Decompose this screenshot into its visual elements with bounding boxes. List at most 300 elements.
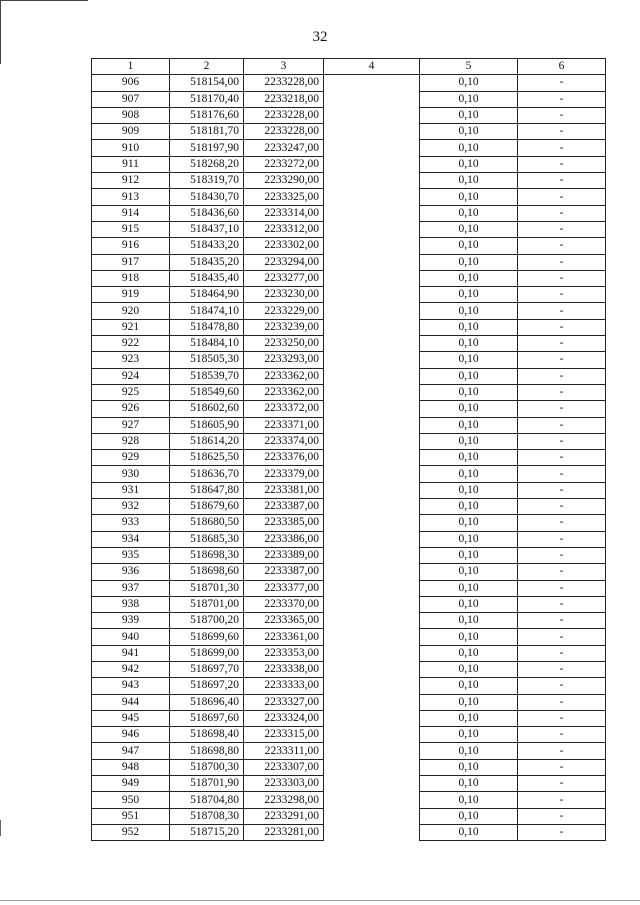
table-row xyxy=(92,759,606,775)
column-4-cell xyxy=(324,482,420,498)
dash-cell: - xyxy=(518,287,606,303)
x-coordinate-cell: 518464,90 xyxy=(170,287,244,303)
y-coordinate-cell: 2233294,00 xyxy=(244,254,324,270)
x-coordinate-cell: 518701,30 xyxy=(170,580,244,596)
x-coordinate-cell: 518539,70 xyxy=(170,368,244,384)
column-4-cell xyxy=(324,499,420,515)
column-4-cell xyxy=(324,303,420,319)
y-coordinate-cell: 2233376,00 xyxy=(244,450,324,466)
value-cell: 0,10 xyxy=(420,580,518,596)
column-header-6: 6 xyxy=(518,59,606,75)
x-coordinate-cell: 518319,70 xyxy=(170,173,244,189)
value-cell: 0,10 xyxy=(420,107,518,123)
table-row xyxy=(92,221,606,237)
column-4-cell xyxy=(324,433,420,449)
dash-cell: - xyxy=(518,433,606,449)
column-4-cell xyxy=(324,564,420,580)
y-coordinate-cell: 2233333,00 xyxy=(244,678,324,694)
table-row xyxy=(92,645,606,661)
y-coordinate-cell: 2233371,00 xyxy=(244,417,324,433)
table-row xyxy=(92,743,606,759)
value-cell: 0,10 xyxy=(420,661,518,677)
value-cell: 0,10 xyxy=(420,596,518,612)
table-row xyxy=(92,547,606,563)
column-header-1: 1 xyxy=(92,59,170,75)
value-cell: 0,10 xyxy=(420,629,518,645)
point-number-cell: 919 xyxy=(92,287,170,303)
dash-cell: - xyxy=(518,254,606,270)
table-row xyxy=(92,189,606,205)
y-coordinate-cell: 2233272,00 xyxy=(244,156,324,172)
table-row xyxy=(92,417,606,433)
dash-cell: - xyxy=(518,824,606,840)
value-cell: 0,10 xyxy=(420,270,518,286)
point-number-cell: 914 xyxy=(92,205,170,221)
table-row xyxy=(92,401,606,417)
value-cell: 0,10 xyxy=(420,401,518,417)
point-number-cell: 938 xyxy=(92,596,170,612)
table-row xyxy=(92,515,606,531)
y-coordinate-cell: 2233218,00 xyxy=(244,91,324,107)
x-coordinate-cell: 518181,70 xyxy=(170,124,244,140)
value-cell: 0,10 xyxy=(420,124,518,140)
table-body xyxy=(92,75,606,841)
dash-cell: - xyxy=(518,401,606,417)
dash-cell: - xyxy=(518,759,606,775)
column-4-cell xyxy=(324,75,420,91)
column-4-cell xyxy=(324,352,420,368)
dash-cell: - xyxy=(518,238,606,254)
point-number-cell: 937 xyxy=(92,580,170,596)
x-coordinate-cell: 518647,80 xyxy=(170,482,244,498)
y-coordinate-cell: 2233239,00 xyxy=(244,319,324,335)
x-coordinate-cell: 518715,20 xyxy=(170,824,244,840)
dash-cell: - xyxy=(518,466,606,482)
dash-cell: - xyxy=(518,613,606,629)
y-coordinate-cell: 2233353,00 xyxy=(244,645,324,661)
point-number-cell: 930 xyxy=(92,466,170,482)
point-number-cell: 932 xyxy=(92,499,170,515)
x-coordinate-cell: 518605,90 xyxy=(170,417,244,433)
value-cell: 0,10 xyxy=(420,221,518,237)
dash-cell: - xyxy=(518,156,606,172)
table-row xyxy=(92,124,606,140)
x-coordinate-cell: 518698,60 xyxy=(170,564,244,580)
value-cell: 0,10 xyxy=(420,792,518,808)
point-number-cell: 948 xyxy=(92,759,170,775)
dash-cell: - xyxy=(518,336,606,352)
x-coordinate-cell: 518170,40 xyxy=(170,91,244,107)
column-4-cell xyxy=(324,629,420,645)
point-number-cell: 949 xyxy=(92,776,170,792)
table-row xyxy=(92,368,606,384)
column-4-cell xyxy=(324,678,420,694)
dash-cell: - xyxy=(518,352,606,368)
dash-cell: - xyxy=(518,319,606,335)
x-coordinate-cell: 518708,30 xyxy=(170,808,244,824)
value-cell: 0,10 xyxy=(420,743,518,759)
x-coordinate-cell: 518549,60 xyxy=(170,384,244,400)
point-number-cell: 915 xyxy=(92,221,170,237)
scan-edge-mark-left-lower xyxy=(0,820,1,836)
dash-cell: - xyxy=(518,482,606,498)
x-coordinate-cell: 518698,80 xyxy=(170,743,244,759)
table-row xyxy=(92,336,606,352)
table-row xyxy=(92,319,606,335)
point-number-cell: 950 xyxy=(92,792,170,808)
dash-cell: - xyxy=(518,596,606,612)
y-coordinate-cell: 2233247,00 xyxy=(244,140,324,156)
point-number-cell: 933 xyxy=(92,515,170,531)
y-coordinate-cell: 2233387,00 xyxy=(244,499,324,515)
table-row xyxy=(92,156,606,172)
dash-cell: - xyxy=(518,645,606,661)
value-cell: 0,10 xyxy=(420,759,518,775)
point-number-cell: 927 xyxy=(92,417,170,433)
scan-edge-mark-top xyxy=(0,0,88,1)
x-coordinate-cell: 518699,00 xyxy=(170,645,244,661)
y-coordinate-cell: 2233362,00 xyxy=(244,384,324,400)
table-row xyxy=(92,205,606,221)
y-coordinate-cell: 2233312,00 xyxy=(244,221,324,237)
y-coordinate-cell: 2233228,00 xyxy=(244,75,324,91)
table-row xyxy=(92,482,606,498)
column-4-cell xyxy=(324,808,420,824)
value-cell: 0,10 xyxy=(420,450,518,466)
table-row xyxy=(92,107,606,123)
column-4-cell xyxy=(324,645,420,661)
scan-edge-mark-bottom xyxy=(0,900,640,901)
value-cell: 0,10 xyxy=(420,776,518,792)
column-4-cell xyxy=(324,401,420,417)
column-4-cell xyxy=(324,254,420,270)
point-number-cell: 935 xyxy=(92,547,170,563)
point-number-cell: 928 xyxy=(92,433,170,449)
point-number-cell: 920 xyxy=(92,303,170,319)
x-coordinate-cell: 518701,90 xyxy=(170,776,244,792)
column-4-cell xyxy=(324,124,420,140)
x-coordinate-cell: 518700,20 xyxy=(170,613,244,629)
point-number-cell: 913 xyxy=(92,189,170,205)
column-4-cell xyxy=(324,173,420,189)
value-cell: 0,10 xyxy=(420,645,518,661)
table-row xyxy=(92,270,606,286)
value-cell: 0,10 xyxy=(420,482,518,498)
x-coordinate-cell: 518437,10 xyxy=(170,221,244,237)
table-row xyxy=(92,629,606,645)
value-cell: 0,10 xyxy=(420,547,518,563)
y-coordinate-cell: 2233385,00 xyxy=(244,515,324,531)
dash-cell: - xyxy=(518,694,606,710)
column-4-cell xyxy=(324,743,420,759)
point-number-cell: 925 xyxy=(92,384,170,400)
column-4-cell xyxy=(324,238,420,254)
value-cell: 0,10 xyxy=(420,205,518,221)
value-cell: 0,10 xyxy=(420,336,518,352)
y-coordinate-cell: 2233379,00 xyxy=(244,466,324,482)
point-number-cell: 909 xyxy=(92,124,170,140)
x-coordinate-cell: 518697,20 xyxy=(170,678,244,694)
y-coordinate-cell: 2233302,00 xyxy=(244,238,324,254)
table-row xyxy=(92,727,606,743)
column-4-cell xyxy=(324,759,420,775)
table-row xyxy=(92,287,606,303)
table-row xyxy=(92,466,606,482)
point-number-cell: 942 xyxy=(92,661,170,677)
dash-cell: - xyxy=(518,515,606,531)
table-row xyxy=(92,238,606,254)
column-header-5: 5 xyxy=(420,59,518,75)
x-coordinate-cell: 518697,60 xyxy=(170,710,244,726)
point-number-cell: 911 xyxy=(92,156,170,172)
table-row xyxy=(92,694,606,710)
column-4-cell xyxy=(324,205,420,221)
y-coordinate-cell: 2233338,00 xyxy=(244,661,324,677)
x-coordinate-cell: 518435,40 xyxy=(170,270,244,286)
dash-cell: - xyxy=(518,270,606,286)
dash-cell: - xyxy=(518,661,606,677)
y-coordinate-cell: 2233311,00 xyxy=(244,743,324,759)
point-number-cell: 934 xyxy=(92,531,170,547)
dash-cell: - xyxy=(518,75,606,91)
dash-cell: - xyxy=(518,140,606,156)
table-row xyxy=(92,75,606,91)
column-4-cell xyxy=(324,776,420,792)
column-4-cell xyxy=(324,336,420,352)
dash-cell: - xyxy=(518,107,606,123)
column-4-cell xyxy=(324,792,420,808)
y-coordinate-cell: 2233374,00 xyxy=(244,433,324,449)
point-number-cell: 946 xyxy=(92,727,170,743)
y-coordinate-cell: 2233281,00 xyxy=(244,824,324,840)
column-4-cell xyxy=(324,107,420,123)
dash-cell: - xyxy=(518,221,606,237)
point-number-cell: 929 xyxy=(92,450,170,466)
x-coordinate-cell: 518696,40 xyxy=(170,694,244,710)
point-number-cell: 912 xyxy=(92,173,170,189)
value-cell: 0,10 xyxy=(420,678,518,694)
dash-cell: - xyxy=(518,124,606,140)
column-4-cell xyxy=(324,384,420,400)
column-4-cell xyxy=(324,270,420,286)
column-4-cell xyxy=(324,287,420,303)
table-row xyxy=(92,613,606,629)
value-cell: 0,10 xyxy=(420,189,518,205)
point-number-cell: 922 xyxy=(92,336,170,352)
value-cell: 0,10 xyxy=(420,254,518,270)
x-coordinate-cell: 518699,60 xyxy=(170,629,244,645)
value-cell: 0,10 xyxy=(420,466,518,482)
x-coordinate-cell: 518698,40 xyxy=(170,727,244,743)
x-coordinate-cell: 518505,30 xyxy=(170,352,244,368)
column-4-cell xyxy=(324,547,420,563)
point-number-cell: 924 xyxy=(92,368,170,384)
table-row xyxy=(92,776,606,792)
dash-cell: - xyxy=(518,303,606,319)
y-coordinate-cell: 2233372,00 xyxy=(244,401,324,417)
x-coordinate-cell: 518478,80 xyxy=(170,319,244,335)
value-cell: 0,10 xyxy=(420,173,518,189)
value-cell: 0,10 xyxy=(420,238,518,254)
x-coordinate-cell: 518625,50 xyxy=(170,450,244,466)
point-number-cell: 944 xyxy=(92,694,170,710)
column-4-cell xyxy=(324,515,420,531)
column-4-cell xyxy=(324,727,420,743)
y-coordinate-cell: 2233370,00 xyxy=(244,596,324,612)
value-cell: 0,10 xyxy=(420,694,518,710)
x-coordinate-cell: 518680,50 xyxy=(170,515,244,531)
value-cell: 0,10 xyxy=(420,352,518,368)
dash-cell: - xyxy=(518,547,606,563)
page-number: 32 xyxy=(312,29,328,45)
y-coordinate-cell: 2233387,00 xyxy=(244,564,324,580)
coordinates-table xyxy=(91,58,606,841)
y-coordinate-cell: 2233365,00 xyxy=(244,613,324,629)
point-number-cell: 947 xyxy=(92,743,170,759)
point-number-cell: 917 xyxy=(92,254,170,270)
dash-cell: - xyxy=(518,384,606,400)
dash-cell: - xyxy=(518,808,606,824)
column-4-cell xyxy=(324,221,420,237)
column-4-cell xyxy=(324,694,420,710)
column-4-cell xyxy=(324,531,420,547)
table-row xyxy=(92,564,606,580)
point-number-cell: 908 xyxy=(92,107,170,123)
y-coordinate-cell: 2233327,00 xyxy=(244,694,324,710)
value-cell: 0,10 xyxy=(420,613,518,629)
table-row xyxy=(92,433,606,449)
y-coordinate-cell: 2233303,00 xyxy=(244,776,324,792)
x-coordinate-cell: 518268,20 xyxy=(170,156,244,172)
point-number-cell: 931 xyxy=(92,482,170,498)
table-row xyxy=(92,384,606,400)
dash-cell: - xyxy=(518,450,606,466)
value-cell: 0,10 xyxy=(420,384,518,400)
point-number-cell: 918 xyxy=(92,270,170,286)
x-coordinate-cell: 518154,00 xyxy=(170,75,244,91)
y-coordinate-cell: 2233386,00 xyxy=(244,531,324,547)
y-coordinate-cell: 2233377,00 xyxy=(244,580,324,596)
x-coordinate-cell: 518197,90 xyxy=(170,140,244,156)
table-row xyxy=(92,303,606,319)
value-cell: 0,10 xyxy=(420,824,518,840)
y-coordinate-cell: 2233228,00 xyxy=(244,107,324,123)
point-number-cell: 936 xyxy=(92,564,170,580)
table-row xyxy=(92,661,606,677)
x-coordinate-cell: 518698,30 xyxy=(170,547,244,563)
y-coordinate-cell: 2233315,00 xyxy=(244,727,324,743)
column-4-cell xyxy=(324,189,420,205)
table-row xyxy=(92,710,606,726)
y-coordinate-cell: 2233361,00 xyxy=(244,629,324,645)
y-coordinate-cell: 2233293,00 xyxy=(244,352,324,368)
dash-cell: - xyxy=(518,205,606,221)
point-number-cell: 926 xyxy=(92,401,170,417)
dash-cell: - xyxy=(518,368,606,384)
y-coordinate-cell: 2233250,00 xyxy=(244,336,324,352)
table-row xyxy=(92,499,606,515)
column-4-cell xyxy=(324,596,420,612)
point-number-cell: 951 xyxy=(92,808,170,824)
x-coordinate-cell: 518433,20 xyxy=(170,238,244,254)
x-coordinate-cell: 518430,70 xyxy=(170,189,244,205)
dash-cell: - xyxy=(518,792,606,808)
x-coordinate-cell: 518176,60 xyxy=(170,107,244,123)
column-4-cell xyxy=(324,417,420,433)
column-header-4: 4 xyxy=(324,59,420,75)
value-cell: 0,10 xyxy=(420,287,518,303)
column-4-cell xyxy=(324,91,420,107)
value-cell: 0,10 xyxy=(420,515,518,531)
table-row xyxy=(92,450,606,466)
x-coordinate-cell: 518685,30 xyxy=(170,531,244,547)
y-coordinate-cell: 2233230,00 xyxy=(244,287,324,303)
dash-cell: - xyxy=(518,189,606,205)
table-row xyxy=(92,254,606,270)
value-cell: 0,10 xyxy=(420,140,518,156)
y-coordinate-cell: 2233324,00 xyxy=(244,710,324,726)
y-coordinate-cell: 2233381,00 xyxy=(244,482,324,498)
table-row xyxy=(92,140,606,156)
y-coordinate-cell: 2233389,00 xyxy=(244,547,324,563)
table-row xyxy=(92,792,606,808)
point-number-cell: 910 xyxy=(92,140,170,156)
column-4-cell xyxy=(324,450,420,466)
value-cell: 0,10 xyxy=(420,75,518,91)
y-coordinate-cell: 2233362,00 xyxy=(244,368,324,384)
dash-cell: - xyxy=(518,727,606,743)
value-cell: 0,10 xyxy=(420,499,518,515)
x-coordinate-cell: 518614,20 xyxy=(170,433,244,449)
value-cell: 0,10 xyxy=(420,531,518,547)
value-cell: 0,10 xyxy=(420,417,518,433)
column-4-cell xyxy=(324,319,420,335)
value-cell: 0,10 xyxy=(420,368,518,384)
point-number-cell: 945 xyxy=(92,710,170,726)
x-coordinate-cell: 518484,10 xyxy=(170,336,244,352)
x-coordinate-cell: 518602,60 xyxy=(170,401,244,417)
point-number-cell: 940 xyxy=(92,629,170,645)
column-header-3: 3 xyxy=(244,59,324,75)
value-cell: 0,10 xyxy=(420,710,518,726)
x-coordinate-cell: 518679,60 xyxy=(170,499,244,515)
dash-cell: - xyxy=(518,580,606,596)
x-coordinate-cell: 518435,20 xyxy=(170,254,244,270)
value-cell: 0,10 xyxy=(420,564,518,580)
point-number-cell: 921 xyxy=(92,319,170,335)
table-header-row xyxy=(92,59,606,75)
dash-cell: - xyxy=(518,776,606,792)
point-number-cell: 943 xyxy=(92,678,170,694)
x-coordinate-cell: 518436,60 xyxy=(170,205,244,221)
column-4-cell xyxy=(324,661,420,677)
table-row xyxy=(92,352,606,368)
point-number-cell: 941 xyxy=(92,645,170,661)
point-number-cell: 907 xyxy=(92,91,170,107)
dash-cell: - xyxy=(518,629,606,645)
value-cell: 0,10 xyxy=(420,91,518,107)
point-number-cell: 916 xyxy=(92,238,170,254)
point-number-cell: 939 xyxy=(92,613,170,629)
y-coordinate-cell: 2233277,00 xyxy=(244,270,324,286)
value-cell: 0,10 xyxy=(420,808,518,824)
value-cell: 0,10 xyxy=(420,156,518,172)
table-row xyxy=(92,596,606,612)
value-cell: 0,10 xyxy=(420,319,518,335)
column-4-cell xyxy=(324,368,420,384)
column-4-cell xyxy=(324,580,420,596)
table-row xyxy=(92,531,606,547)
